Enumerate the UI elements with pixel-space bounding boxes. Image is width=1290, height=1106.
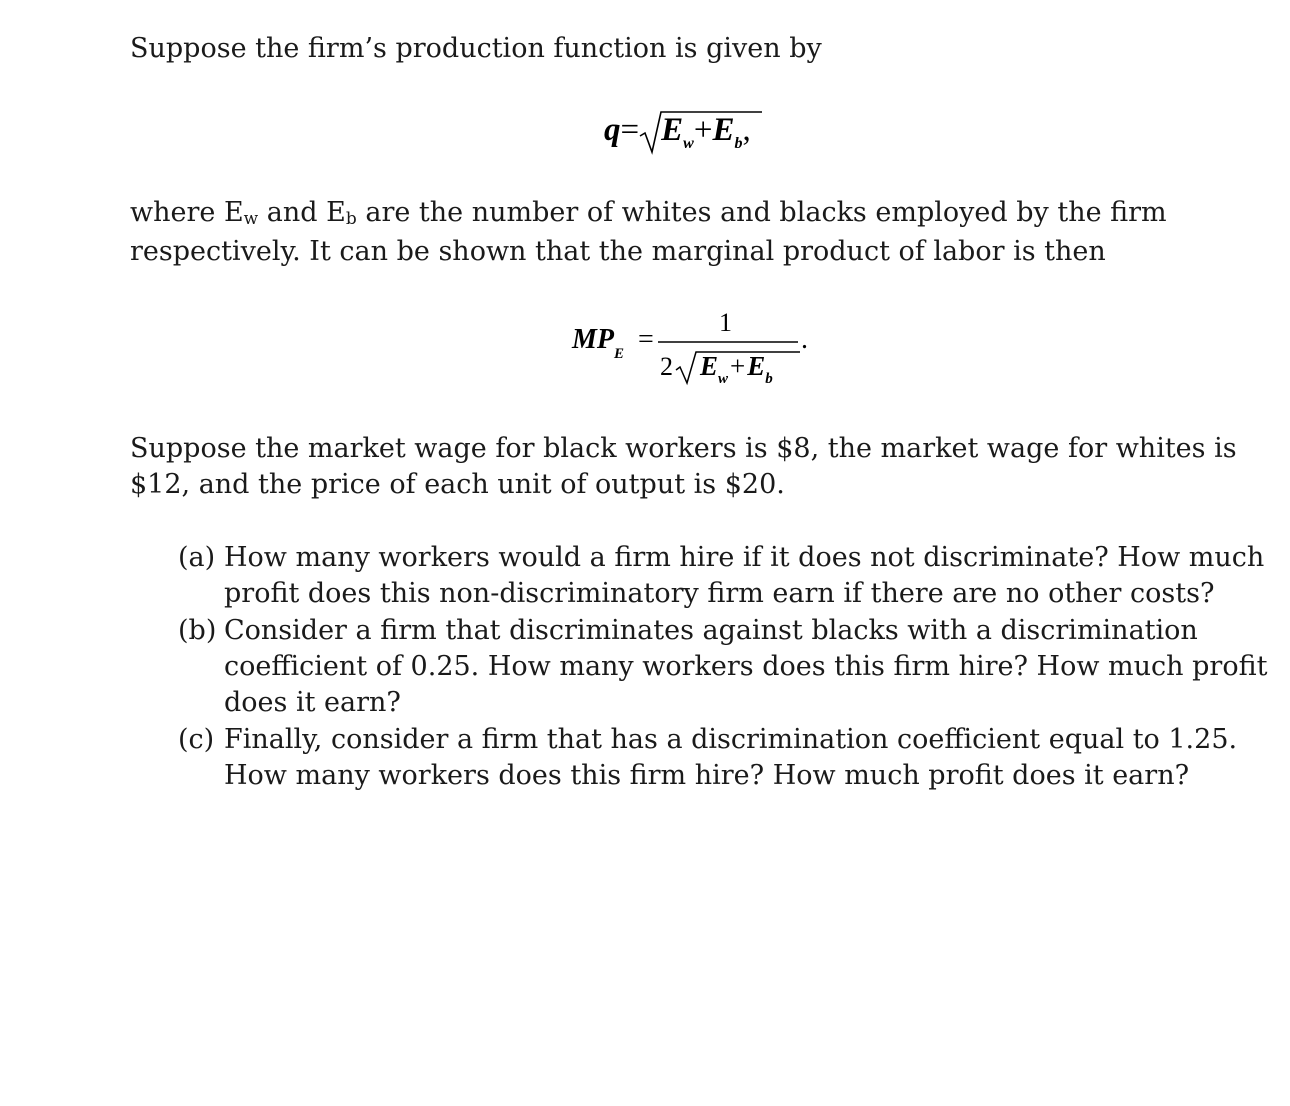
eq1-term1: E (661, 112, 684, 148)
question-c-line2: How many workers does this firm hire? How much profit does it earn? (224, 760, 1190, 791)
eq2-lhs: MP (572, 324, 614, 355)
where-text-1: where E (130, 197, 244, 228)
marginal-product-equation (572, 308, 812, 388)
question-b-label: (b) (178, 615, 217, 646)
where-sub-b: b (345, 209, 357, 229)
question-a (178, 540, 1268, 612)
eq2-numerator: 1 (719, 308, 732, 337)
eq2-term2: E (747, 351, 766, 381)
question-a-label: (a) (178, 542, 216, 573)
eq2-lhs-sub: E (614, 346, 625, 362)
where-sub-w: w (243, 209, 259, 229)
eq1-sub1: w (683, 135, 694, 152)
question-c-label: (c) (178, 724, 215, 755)
eq2-sub2: b (765, 371, 773, 387)
eq1-lhs: q (604, 112, 621, 148)
question-b (178, 613, 1268, 721)
eq2-term1: E (700, 351, 719, 381)
wages-paragraph (130, 431, 1237, 503)
where-text-3: are the number of whites and blacks employed by the firm (356, 197, 1167, 228)
eq2-plus: + (730, 351, 746, 381)
question-list (178, 540, 1268, 795)
eq2-sub1: w (718, 371, 729, 387)
question-b-line1: Consider a firm that discriminates against blacks with a discrimination (224, 615, 1198, 646)
eq2-period: . (801, 324, 808, 355)
question-c-line1: Finally, consider a firm that has a discrimination coefficient equal to 1.25. (224, 724, 1238, 755)
question-a-line1: How many workers would a firm hire if it does not discriminate? How much (224, 542, 1265, 573)
wages-line1: Suppose the market wage for black workers is $8, the market wage for whites is (130, 433, 1237, 464)
eq2-lhs-wrap (572, 324, 625, 362)
eq2-denominator (700, 351, 773, 387)
eq1-plus: + (693, 112, 713, 148)
question-a-line2: profit does this non-discriminatory firm earn if there are no other costs? (224, 578, 1215, 609)
sqrt-sign-icon (604, 108, 794, 158)
question-b-line3: does it earn? (224, 687, 401, 718)
intro-text: Suppose the firm’s production function is given by (130, 33, 822, 64)
where-text-line2: respectively. It can be shown that the marginal product of labor is then (130, 236, 1106, 267)
where-paragraph (130, 195, 1167, 270)
eq2-equals: = (638, 324, 654, 355)
eq1-equals: = (620, 112, 640, 148)
eq1-sub2: b (734, 135, 743, 152)
eq1-comma: , (742, 112, 751, 148)
eq2-den-coef: 2 (660, 352, 673, 381)
question-b-line2: coefficient of 0.25. How many workers does this firm hire? How much profit (224, 651, 1268, 682)
eq1-term2: E (712, 112, 735, 148)
where-text-2: and E (258, 197, 346, 228)
question-c (178, 722, 1268, 794)
wages-line2: $12, and the price of each unit of output is $20. (130, 469, 785, 500)
production-function-equation (604, 108, 751, 156)
